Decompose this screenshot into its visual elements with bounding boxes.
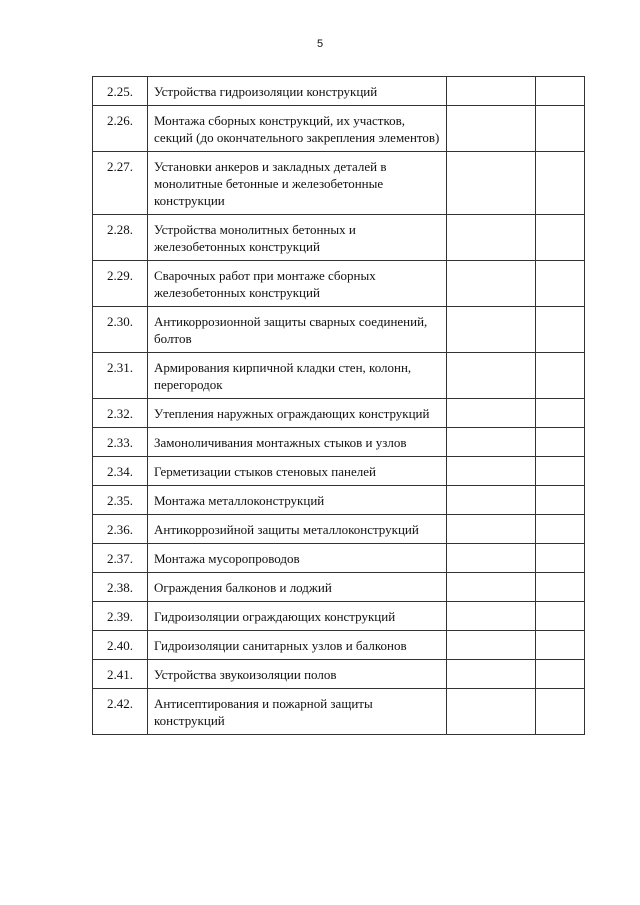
row-description: Гидроизоляции санитарных узлов и балконов <box>148 631 447 660</box>
table-row <box>93 573 585 602</box>
empty-cell <box>447 77 536 106</box>
row-number: 2.29. <box>93 261 148 307</box>
row-number: 2.37. <box>93 544 148 573</box>
row-description: Устройства монолитных бетонных и железобетонных конструкций <box>148 215 447 261</box>
table-row <box>93 631 585 660</box>
row-description: Сварочных работ при монтаже сборных железобетонных конструкций <box>148 261 447 307</box>
row-number: 2.31. <box>93 353 148 399</box>
table-row <box>93 428 585 457</box>
row-description: Антикоррозионной защиты сварных соединений, болтов <box>148 307 447 353</box>
empty-cell <box>447 399 536 428</box>
row-description: Утепления наружных ограждающих конструкций <box>148 399 447 428</box>
table-row <box>93 457 585 486</box>
empty-cell <box>536 486 585 515</box>
row-description: Ограждения балконов и лоджий <box>148 573 447 602</box>
row-number: 2.33. <box>93 428 148 457</box>
empty-cell <box>447 486 536 515</box>
empty-cell <box>536 261 585 307</box>
row-description: Монтажа сборных конструкций, их участков, секций (до окончательного закрепления элементов) <box>148 106 447 152</box>
empty-cell <box>536 428 585 457</box>
row-number: 2.25. <box>93 77 148 106</box>
row-number: 2.30. <box>93 307 148 353</box>
row-number: 2.32. <box>93 399 148 428</box>
empty-cell <box>536 106 585 152</box>
empty-cell <box>536 544 585 573</box>
page-number: 5 <box>316 38 324 50</box>
table-row <box>93 689 585 735</box>
row-description: Устройства гидроизоляции конструкций <box>148 77 447 106</box>
empty-cell <box>536 689 585 735</box>
empty-cell <box>447 215 536 261</box>
row-number: 2.36. <box>93 515 148 544</box>
empty-cell <box>536 573 585 602</box>
row-description: Замоноличивания монтажных стыков и узлов <box>148 428 447 457</box>
table-row <box>93 660 585 689</box>
empty-cell <box>536 631 585 660</box>
empty-cell <box>447 544 536 573</box>
row-number: 2.41. <box>93 660 148 689</box>
row-number: 2.39. <box>93 602 148 631</box>
table-row <box>93 215 585 261</box>
row-description: Устройства звукоизоляции полов <box>148 660 447 689</box>
empty-cell <box>447 573 536 602</box>
empty-cell <box>536 353 585 399</box>
works-table <box>92 76 585 735</box>
row-number: 2.40. <box>93 631 148 660</box>
empty-cell <box>536 399 585 428</box>
table-row <box>93 106 585 152</box>
row-number: 2.28. <box>93 215 148 261</box>
empty-cell <box>536 152 585 215</box>
empty-cell <box>447 353 536 399</box>
empty-cell <box>536 77 585 106</box>
row-number: 2.26. <box>93 106 148 152</box>
row-number: 2.42. <box>93 689 148 735</box>
empty-cell <box>447 428 536 457</box>
empty-cell <box>447 106 536 152</box>
table-row <box>93 152 585 215</box>
row-description: Гидроизоляции ограждающих конструкций <box>148 602 447 631</box>
empty-cell <box>447 631 536 660</box>
empty-cell <box>447 660 536 689</box>
works-table-body <box>93 77 585 735</box>
table-row <box>93 307 585 353</box>
empty-cell <box>536 307 585 353</box>
empty-cell <box>447 515 536 544</box>
empty-cell <box>447 602 536 631</box>
empty-cell <box>447 307 536 353</box>
empty-cell <box>536 515 585 544</box>
empty-cell <box>447 689 536 735</box>
row-description: Монтажа мусоропроводов <box>148 544 447 573</box>
row-number: 2.34. <box>93 457 148 486</box>
empty-cell <box>536 215 585 261</box>
table-row <box>93 77 585 106</box>
row-number: 2.35. <box>93 486 148 515</box>
empty-cell <box>536 457 585 486</box>
table-row <box>93 486 585 515</box>
empty-cell <box>447 152 536 215</box>
row-description: Герметизации стыков стеновых панелей <box>148 457 447 486</box>
row-description: Армирования кирпичной кладки стен, колонн, перегородок <box>148 353 447 399</box>
row-description: Антикоррозийной защиты металлоконструкций <box>148 515 447 544</box>
row-description: Антисептирования и пожарной защиты конструкций <box>148 689 447 735</box>
row-description: Монтажа металлоконструкций <box>148 486 447 515</box>
row-number: 2.27. <box>93 152 148 215</box>
empty-cell <box>447 457 536 486</box>
table-row <box>93 399 585 428</box>
empty-cell <box>536 602 585 631</box>
empty-cell <box>447 261 536 307</box>
table-row <box>93 515 585 544</box>
row-description: Установки анкеров и закладных деталей в монолитные бетонные и железобетонные конструкции <box>148 152 447 215</box>
table-row <box>93 544 585 573</box>
table-row <box>93 602 585 631</box>
empty-cell <box>536 660 585 689</box>
row-number: 2.38. <box>93 573 148 602</box>
table-row <box>93 261 585 307</box>
table-row <box>93 353 585 399</box>
